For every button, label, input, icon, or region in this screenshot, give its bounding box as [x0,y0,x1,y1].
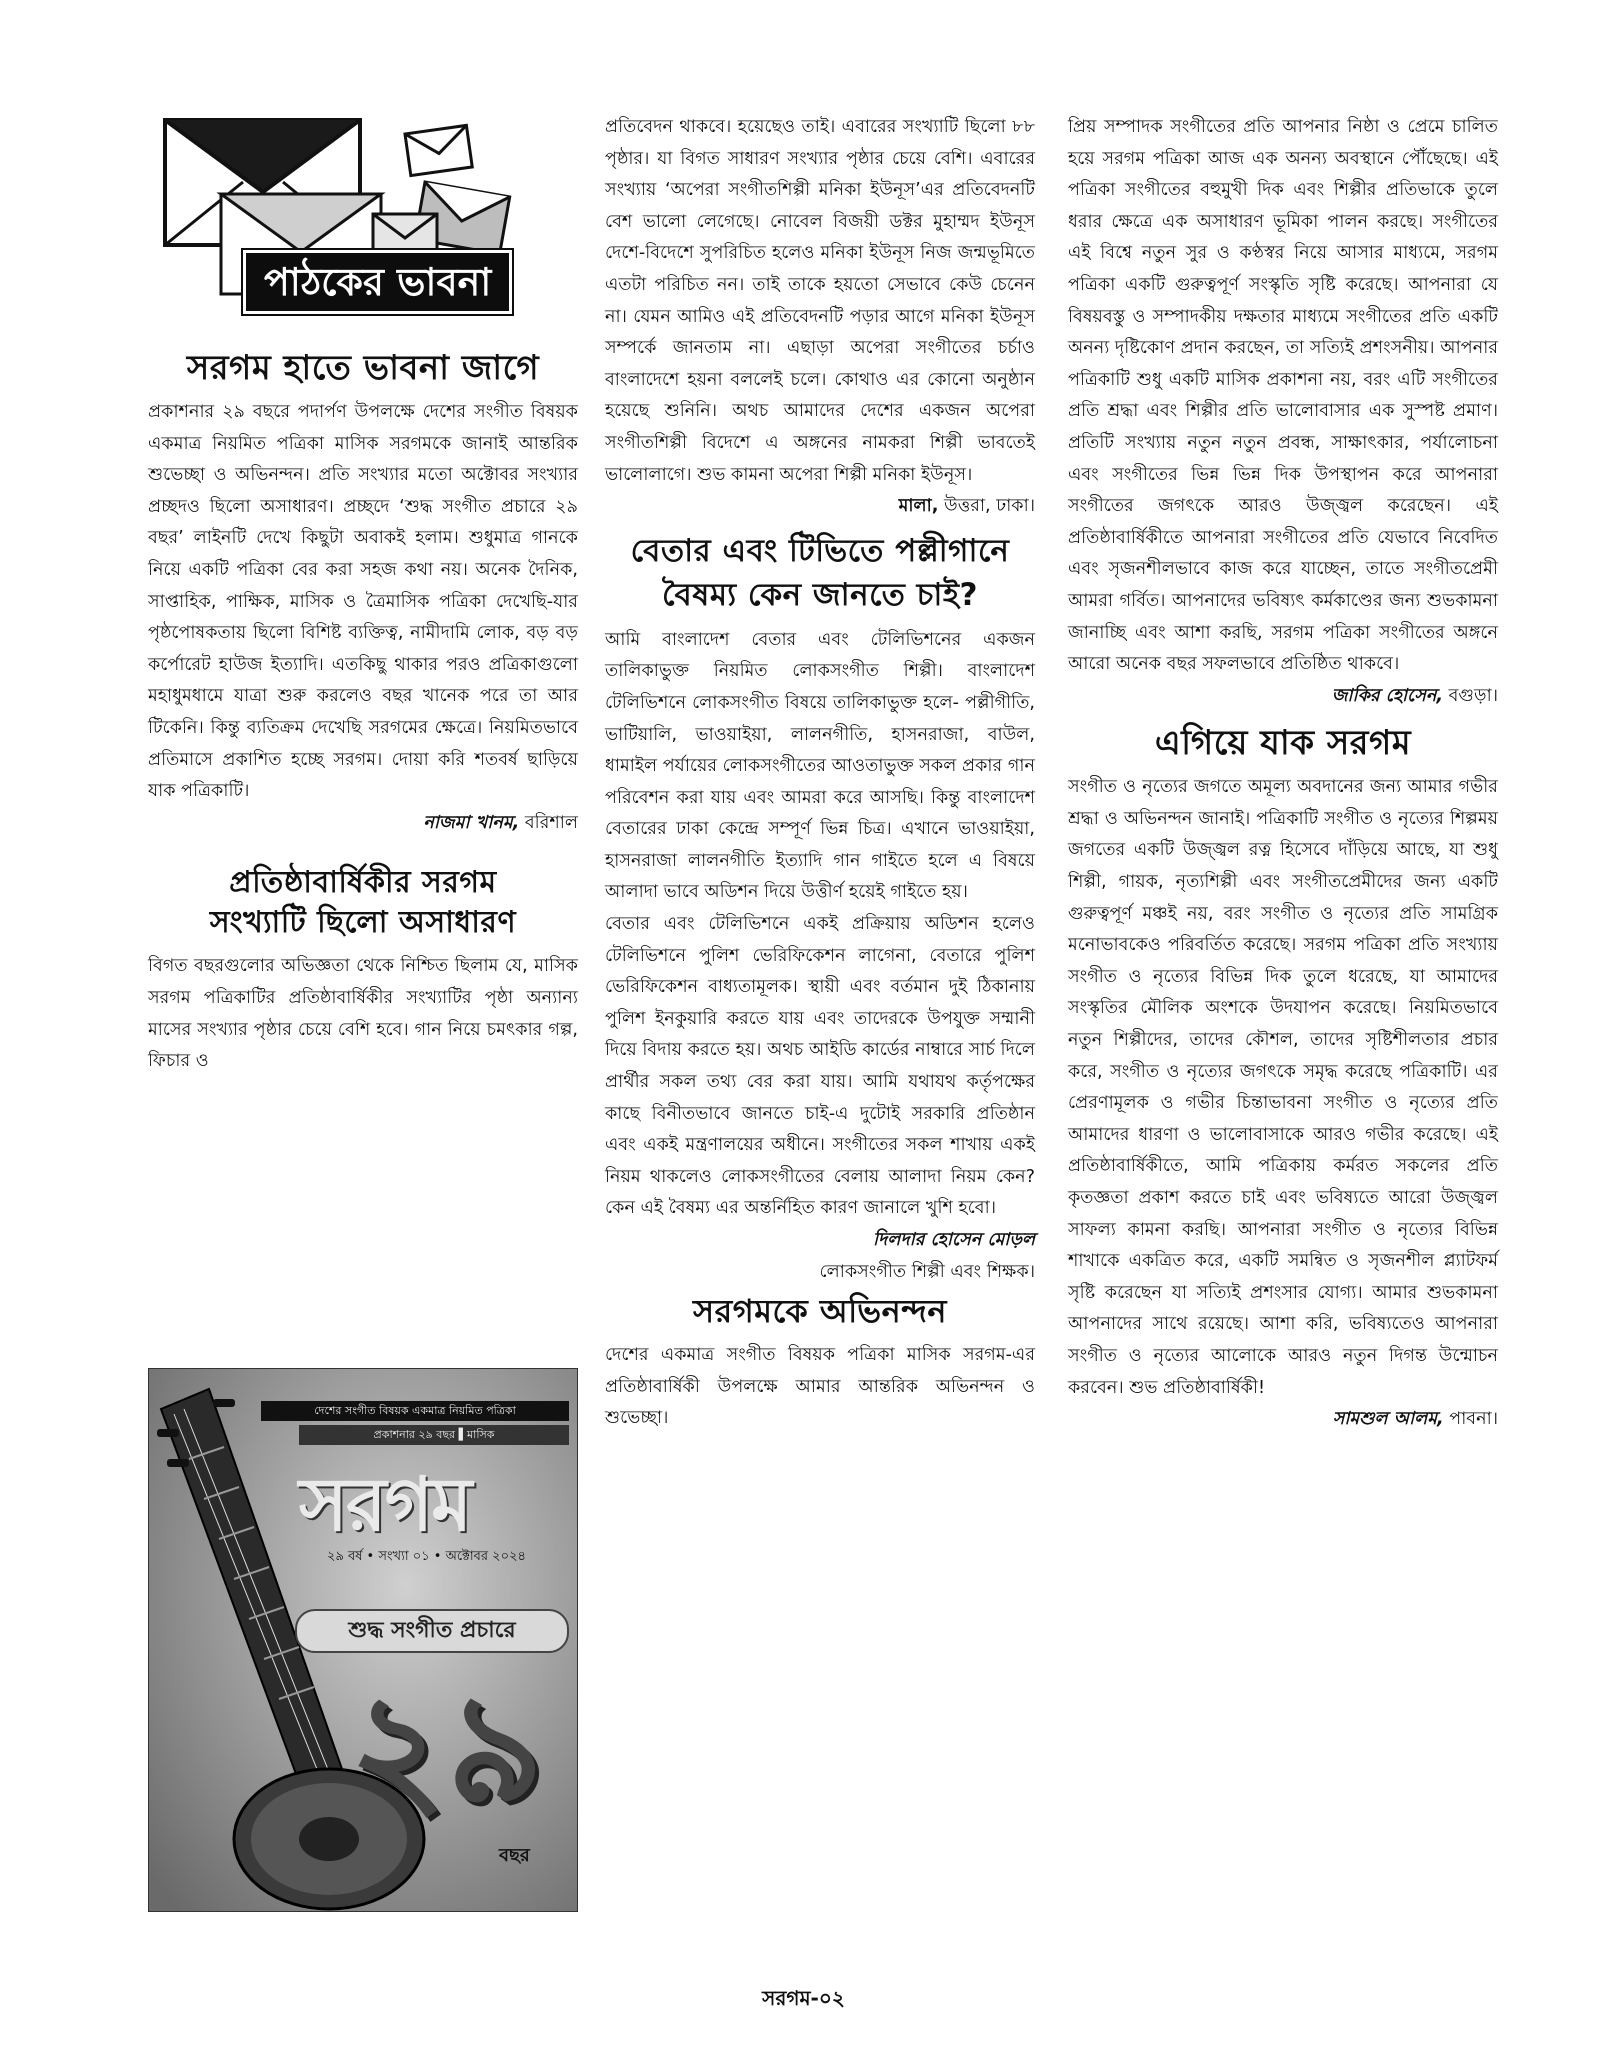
column-right [1068,112,1498,1436]
heading-line: বেতার এবং টিভিতে পল্লীগানে [630,532,1010,569]
cover-years: বছর [499,1845,530,1866]
letter-heading: সরগম হাতে ভাবনা জাগে [186,348,540,388]
heading-line: বৈষম্য কেন জানতে চাই? [661,576,978,613]
letter-body: সংগীত ও নৃত্যের জগতে অমূল্য অবদানের জন্য আমার গভীর শ্রদ্ধা ও অভিনন্দন জানাই। পত্রিকাটি সংগীত ও নৃত্যের শিল্পময় জগতের একটি উজ্জ্বল রত্ন হিসেবে দাঁড়িয়ে আছে, যা শুধু শিল্পী, গায়ক, নৃত্যশিল্পী এবং সংগীতপ্রেমীদের জন্য একটি গুরুত্বপূর্ণ মঞ্চই নয়, বরং সংগীত ও নৃত্যের প্রতি সামগ্রিক মনোভাবকেও পরিবর্তিত করেছে। সরগম পত্রিকা প্রতি সংখ্যায় সংগীত ও নৃত্যের বিভিন্ন দিক তুলে ধরেছে, যা আমাদের সংস্কৃতির মৌলিক অংশকে উদযাপন করেছে। নিয়মিতভাবে নতুন শিল্পীদের, তাদের কৌশল, তাদের সৃষ্টিশীলতার প্রচার করে, সংগীত ও নৃত্যের জগৎকে সমৃদ্ধ করেছে পত্রিকাটি। এর প্রেরণামূলক ও গভীর চিন্তাভাবনা সংগীত ও নৃত্যের প্রতি আমাদের ধারণা ও ভালোবাসাকে আরও গভীর করেছে। এই প্রতিষ্ঠাবার্ষিকীতে, আমি পত্রিকায় কর্মরত সকলের প্রতি কৃতজ্ঞতা প্রকাশ করতে চাই এবং ভবিষ্যতে আরো উজ্জ্বল সাফল্য কামনা করছি। আপনারা সংগীত ও নৃত্যের বিভিন্ন শাখাকে একত্রিত করে, একটি সমন্বিত ও সৃজনশীল প্ল্যাটফর্ম সৃষ্টি করেছেন যা সত্যিই প্রশংসার যোগ্য। আমার শুভকামনা আপনাদের সাথে রয়েছে। আশা করি, ভবিষ্যতেও আপনারা সংগীত ও নৃত্যের আলোকে আরও নতুন দিগন্ত উন্মোচন করবেন। শুভ প্রতিষ্ঠাবার্ষিকী! [1068,777,1498,1398]
signature-place: উত্তরা, ঢাকা। [943,496,1035,517]
signature-name: মালা, [898,496,939,517]
cover-issue-info: ২৯ বর্ষ • সংখ্যা ০১ • অক্টোবর ২০২৪ [327,1549,526,1564]
cover-logo: সরগম [299,1462,471,1548]
letter-signature [1068,1404,1498,1436]
letter-body: প্রকাশনার ২৯ বছরে পদার্পণ উপলক্ষে দেশের সংগীত বিষয়ক একমাত্র নিয়মিত পত্রিকা মাসিক সরগমকে জানাই আন্তরিক শুভেচ্ছা ও অভিনন্দন। প্রতি সংখ্যার মতো অক্টোবর সংখ্যার প্রচ্ছদও ছিলো অসাধারণ। প্রচ্ছদে ‘শুদ্ধ সংগীত প্রচারে ২৯ বছর’ লাইনটি দেখে কিছুটা অবাকই হলাম। শুধুমাত্র গানকে নিয়ে একটি পত্রিকা বের করা সহজ কথা নয়। অনেক দৈনিক, সাপ্তাহিক, পাক্ষিক, মাসিক ও ত্রৈমাসিক পত্রিকা দেখেছি-যার পৃষ্ঠপোষকতায় ছিলো বিশিষ্ট ব্যক্তিত্ব, নামীদামি লোক, বড় বড় কর্পোরেট হাউজ ইত্যাদি। এতকিছু থাকার পরও প্রত্রিকাগুলো মহাধুমধামে যাত্রা শুরু করলেও বছর খানেক পরে তা আর টিকেনি। কিন্তু ব্যতিক্রম দেখেছি সরগমের ক্ষেত্রে। নিয়মিতভাবে প্রতিমাসে প্রকাশিত হচ্ছে সরগম। দোয়া করি শতবর্ষ ছাড়িয়ে যাক পত্রিকাটি। [148,402,578,802]
letter-signature [1068,681,1498,713]
letter-heading [605,529,1035,617]
cover-number: ২৯ [349,1662,544,1836]
section-title: পাঠকের ভাবনা [243,250,512,314]
signature-place: বগুড়া। [1448,685,1498,706]
letter-body: প্রতিবেদন থাকবে। হয়েছেও তাই। এবারের সংখ্যাটি ছিলো ৮৮ পৃষ্ঠার। যা বিগত সাধারণ সংখ্যার পৃষ্ঠার চেয়ে বেশি। এবারের সংখ্যায় ‘অপেরা সংগীতশিল্পী মনিকা ইউনূস’এর প্রতিবেদনটি বেশ ভালো লেগেছে। নোবেল বিজয়ী ডক্টর মুহাম্মদ ইউনূস দেশে-বিদেশে সুপরিচিত হলেও মনিকা ইউনূস নিজ জন্মভূমিতে এতটা পরিচিত নন। তাই তাকে হয়তো সেভাবে কেউ চেনেন না। যেমন আমিও এই প্রতিবেদনটি পড়ার আগে মনিকা ইউনূস সম্পর্কে জানতাম না। এছাড়া অপেরা সংগীতের চর্চাও বাংলাদেশে হয়না বললেই চলে। কোথাও এর কোনো অনুষ্ঠান হয়েছে শুনিনি। অথচ আমাদের দেশের একজন অপেরা সংগীতশিল্পী বিদেশে এ অঙ্গনের নামকরা শিল্পী ভাবতেই ভালোলাগে। শুভ কামনা অপেরা শিল্পী মনিকা ইউনূস। [605,117,1035,485]
letter-heading: সরগমকে অভিনন্দন [693,1292,947,1331]
letter-body: আমি বাংলাদেশ বেতার এবং টেলিভিশনের একজন তালিকাভুক্ত নিয়মিত লোকসংগীত শিল্পী। বাংলাদেশ টেলিভিশনে লোকসংগীত বিষয়ে তালিকাভুক্ত হলে- পল্লীগীতি, ভাটিয়ালি, ভাওয়াইয়া, লালনগীতি, হাসনরাজা, বাউল, ধামাইল পর্যায়ের লোকসংগীতের আওতাভুক্ত সকল প্রকার গান পরিবেশন করা যায় এবং আমরা করে আসছি। কিন্তু বাংলাদেশ বেতারের ঢাকা কেন্দ্রে সম্পূর্ণ ভিন্ন চিত্র। এখানে ভাওয়াইয়া, হাসনরাজা লালনগীতি ইত্যাদি গান গাইতে হলে এ বিষয়ে আলাদা ভাবে অডিশন দিয়ে উত্তীর্ণ হয়েই গাইতে হয়। [605,629,1035,903]
page-footer: সরগম-০২ [762,1986,845,2010]
column-left [148,112,578,1078]
signature-name: সামশুল আলম, [1332,1409,1444,1430]
letter-body: প্রিয় সম্পাদক সংগীতের প্রতি আপনার নিষ্ঠা ও প্রেমে চালিত হয়ে সরগম পত্রিকা আজ এক অনন্য অবস্থানে পৌঁছেছে। এই পত্রিকা সংগীতের বহুমুখী দিক এবং শিল্পীর প্রতিভাকে তুলে ধরার ক্ষেত্রে এক অসাধারণ ভূমিকা পালন করছে। সংগীতের এই বিশ্বে নতুন সুর ও কণ্ঠস্বর নিয়ে আসার মাধ্যমে, সরগম পত্রিকা একটি গুরুত্বপূর্ণ সংস্কৃতি সৃষ্টি করেছে। আপনারা যে বিষয়বস্তু ও সম্পাদকীয় দক্ষতার মাধ্যমে সংগীতের প্রতি একটি অনন্য দৃষ্টিকোণ প্রদান করছেন, তা সত্যিই প্রশংসনীয়। আপনার পত্রিকাটি শুধু একটি মাসিক প্রকাশনা নয়, বরং এটি সংগীতের প্রতি শ্রদ্ধা এবং শিল্পীর প্রতি ভালোবাসার এক সুস্পষ্ট প্রমাণ। প্রতিটি সংখ্যায় নতুন নতুন প্রবন্ধ, সাক্ষাৎকার, পর্যালোচনা এবং সংগীতের ভিন্ন ভিন্ন দিক উপস্থাপন করে আপনারা সংগীতের জগৎকে আরও উজ্জ্বল করেছেন। এই প্রতিষ্ঠাবার্ষিকীতে আপনারা সংগীতের প্রতি যেভাবে নিবেদিত এবং সৃজনশীলভাবে কাজ করে যাচ্ছেন, তাতে সংগীতপ্রেমী আমরা গর্বিত। আপনাদের ভবিষ্যৎ কর্মকাণ্ডের জন্য শুভকামনা জানাচ্ছি এবং আশা করছি, সরগম পত্রিকা সংগীতের অঙ্গনে আরো অনেক বছর সফলভাবে প্রতিষ্ঠিত থাকবে। [1068,117,1498,675]
signature-name: নাজমা খানম, [423,812,520,833]
heading-line: প্রতিষ্ঠাবার্ষিকীর সরগম [229,865,497,901]
letter-signature [605,1225,1035,1257]
signature-place: পাবনা। [1449,1409,1498,1430]
magazine-cover-image [148,1368,578,1912]
letter-body: বিগত বছরগুলোর অভিজ্ঞতা থেকে নিশ্চিত ছিলাম যে, মাসিক সরগম পত্রিকাটির প্রতিষ্ঠাবার্ষিকীর সংখ্যাটির পৃষ্ঠা অন্যান্য মাসের সংখ্যার পৃষ্ঠার চেয়ে বেশি হবে। গান নিয়ে চমৎকার গল্প, ফিচার ও [148,956,578,1072]
letter-signature [605,491,1035,523]
cover-slogan: শুদ্ধ সংগীত প্রচারে [295,1609,569,1653]
column-middle [605,112,1035,1435]
letter-body: বেতার এবং টেলিভিশনে একই প্রক্রিয়ায় অডিশন হলেও টেলিভিশনে পুলিশ ভেরিফিকেশন লাগেনা, বেতারে পুলিশ ভেরিফিকেশন বাধ্যতামূলক। স্থায়ী এবং বর্তমান দুই ঠিকানায় পুলিশ ইনকুয়ারি করতে যায় এবং তাদেরকে উপযুক্ত সম্মানী দিয়ে বিদায় করতে হয়। অথচ আইডি কার্ডের নাম্বারে সার্চ দিলে প্রার্থীর সকল তথ্য বের করা যায়। আমি যথাযথ কর্তৃপক্ষের কাছে বিনীতভাবে জানতে চাই-এ দুটোই সরকারি প্রতিষ্ঠান এবং একই মন্ত্রণালয়ের অধীনে। সংগীতের সকল শাখায় একই নিয়ম থাকলেও লোকসংগীতের বেলায় আলাদা নিয়ম কেন? কেন এই বৈষম্য এর অন্তর্নিহিত কারণ জানালে খুশি হবো। [605,914,1035,1219]
signature-name: জাকির হোসেন, [1331,685,1444,706]
cover-tagline: দেশের সংগীত বিষয়ক একমাত্র নিয়মিত পত্রিকা [261,1401,569,1421]
cover-subtagline: প্রকাশনার ২৯ বছর ▌মাসিক [299,1425,569,1445]
signature-place: বরিশাল [524,812,578,833]
letter-heading: এগিয়ে যাক সরগম [1154,723,1412,764]
signature-name: দিলদার হোসেন মোড়ল [872,1230,1035,1250]
signature-role: লোকসংগীত শিল্পী এবং শিক্ষক। [819,1261,1035,1282]
section-masthead [148,112,578,327]
heading-line: সংখ্যাটি ছিলো অসাধারণ [209,905,517,941]
letter-heading [148,863,578,943]
letter-signature [148,808,578,840]
letter-body: দেশের একমাত্র সংগীত বিষয়ক পত্রিকা মাসিক সরগম-এর প্রতিষ্ঠাবার্ষিকী উপলক্ষে আমার আন্তরিক অভিনন্দন ও শুভেচ্ছা। [605,1345,1035,1429]
